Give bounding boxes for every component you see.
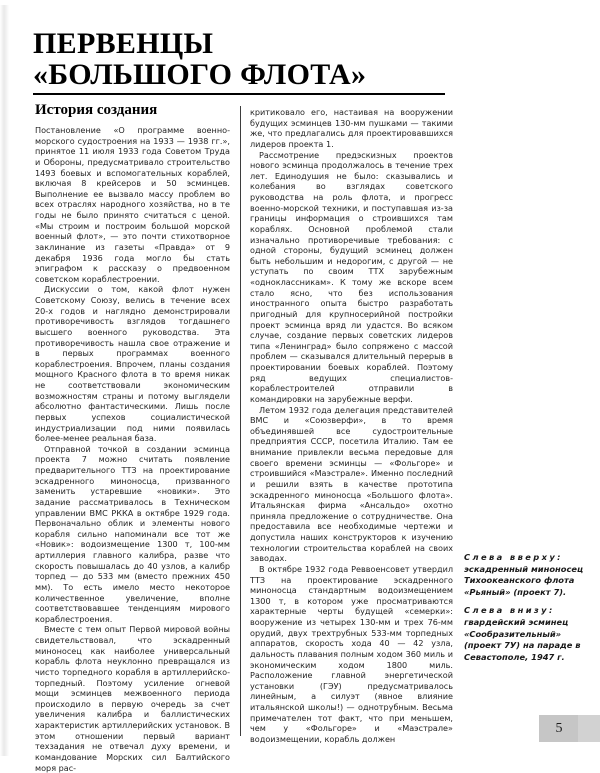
body-column-middle bbox=[250, 107, 453, 745]
body-paragraph: Летом 1932 года делегация представителей ВМС и «Союзверфи», в то время объединявшей все судостроительные предприятия СССР, посетила Италию. Там ее внимание привлекли весьма передовые для своего времени эсминцы — «Фольгоре» и строившийся «Маэстрале». Именно последний и решили взять в качестве прототипа эскадренного миноносца «Большого флота». Итальянская фирма «Ансальдо» охотно приняла предложение о сотрудничестве. Она предоставила все необходимые чертежи и допустила наших конструкторов к изучению технологии строительства кораблей на своих заводах. bbox=[250, 404, 453, 564]
title-divider-rule bbox=[33, 93, 445, 95]
photo-caption-text: эскадренный миноносец Тихоокеанского флота «Рьяный» (проект 7). bbox=[464, 563, 584, 597]
body-paragraph: Отправной точкой в создании эсминца проекта 7 можно считать появление предварительного ТТЗ на проектирование эскадренного миноносца, призванного заменить устаревшие «новики». Это задание рассматривалось в Техническом управлении ВМС РККА в октябре 1929 года. Первоначально облик и элементы нового корабля сильно напоминали все тот же «Новик»: водоизмещение 1300 т, 100-мм артиллерия главного калибра, разве что скорость повышалась до 40 узлов, а калибр торпед — до 533 мм (вместо прежних 450 мм). То есть имело место некоторое количественное увеличение, вполне соответствовавшее тенденциям мирового кораблестроения. bbox=[35, 443, 230, 624]
body-paragraph: критиковало его, настаивая на вооружении будущих эсминцев 130-мм пушками — такими же, что предлагались для проектировавшихся лидеров проекта 1. bbox=[250, 107, 453, 149]
page-number: 5 bbox=[555, 720, 563, 736]
photo-caption-text: гвардейский эсминец «Сообразительный» (проект 7У) на параде в Севастополе, 1947 г. bbox=[464, 616, 581, 662]
page-number-box bbox=[539, 715, 600, 742]
column-divider-rule bbox=[240, 106, 241, 736]
body-column-left bbox=[35, 125, 230, 773]
body-paragraph: Дискуссии о том, какой флот нужен Советскому Союзу, велись в течение всех 20-х годов и наглядно демонстрировали противоречивость взглядов тогдашнего высшего военного руководства. Эта противоречивость нашла свое отражение и в первых программах военного кораблестроения. Впрочем, планы создания мощного Красного флота в то время никак не соответствовали экономическим возможностям страны и потому выглядели абсолютно фантастическими. Лишь после первых успехов социалистической индустриализации под ними появилась более-менее реальная база. bbox=[35, 284, 230, 444]
photo-caption bbox=[464, 552, 594, 598]
page-number-box-shade bbox=[578, 715, 600, 742]
photo-caption-lead: Слева вверху: bbox=[464, 552, 563, 562]
article-title-line-1: ПЕРВЕНЦЫ bbox=[33, 27, 214, 60]
body-paragraph: Рассмотрение предэскизных проектов нового эсминца продолжалось в течение трех лет. Единодушия не было: сказывались и колебания во взглядах советского руководства на роль флота, и прогресс военно-морской техники, и поступавшая из-за границы информация о строившихся там кораблях. Основной проблемой стали изначально противоречивые требования: с одной стороны, будущий эсминец должен быть небольшим и недорогим, с другой — не уступать по своим ТТХ зарубежным «одноклассникам». К тому же вскоре всем стало ясно, что без использования иностранного опыта быстро разработать пригодный для крупносерийной постройки проект эсминца вряд ли удастся. Во всяком случае, создание первых советских лидеров типа «Ленинград» было сопряжено с массой проблем — сказывался длительный перерыв в проектировании боевых кораблей. Поэтому ряд ведущих специалистов-кораблестроителей отправили в командировки на зарубежные верфи. bbox=[250, 149, 453, 404]
body-paragraph: В октябре 1932 года Реввоенсовет утвердил ТТЗ на проектирование эскадренного миноносца стандартным водоизмещением 1300 т, в котором уже просматриваются характерные черты будущей «семерки»: вооружение из четырех 130-мм и трех 76-мм орудий, двух трехтрубных 533-мм торпедных аппаратов, скорость хода 40 — 42 узла, дальность плавания полным ходом 360 миль и экономическим ходом 1800 миль. Расположение главной энергетической установки (ГЭУ) предусматривалось линейным, а силуэт (явное влияние итальянской школы!) — однотрубным. Весьма примечателен тот факт, что при меньшем, чем у «Фольгоре» и «Маэстрале» водоизмещении, корабль должен bbox=[250, 563, 453, 744]
photo-caption-column bbox=[464, 552, 594, 670]
section-heading: История создания bbox=[35, 102, 158, 118]
body-paragraph: Вместе с тем опыт Первой мировой войны свидетельствовал, что эскадренный миноносец как наиболее универсальный корабль флота неуклонно превращался из чисто торпедного корабля в артиллерийско-торпедный. Поэтому усиление огневой мощи эсминцев межвоенного периода происходило в первую очередь за счет увеличения калибра и баллистических характеристик артиллерийских установок. В этом отношении первый вариант техзадания не отвечал духу времени, и командование Морских сил Балтийского моря рас- bbox=[35, 624, 230, 773]
article-title-line-2: «БОЛЬШОГО ФЛОТА» bbox=[33, 58, 367, 91]
photo-caption bbox=[464, 605, 594, 663]
body-paragraph: Постановление «О программе военно-морского судостроения на 1933 — 1938 гг.», принятое 11 июля 1933 года Советом Труда и Обороны, предусматривало строительство 1493 боевых и вспомогательных кораблей, включая 8 крейсеров и 50 эсминцев. Выполнение ее вызвало массу проблем во всех отраслях народного хозяйства, но в те годы не было принято считаться с ценой. «Мы строим и построим большой морской военный флот», — это почти стихотворное заклинание из газеты «Правда» от 9 декабря 1936 года могло бы стать эпиграфом к рассказу о предвоенном советском кораблестроении. bbox=[35, 125, 230, 284]
photo-caption-lead: Слева внизу: bbox=[464, 605, 555, 616]
article-title bbox=[33, 28, 453, 90]
